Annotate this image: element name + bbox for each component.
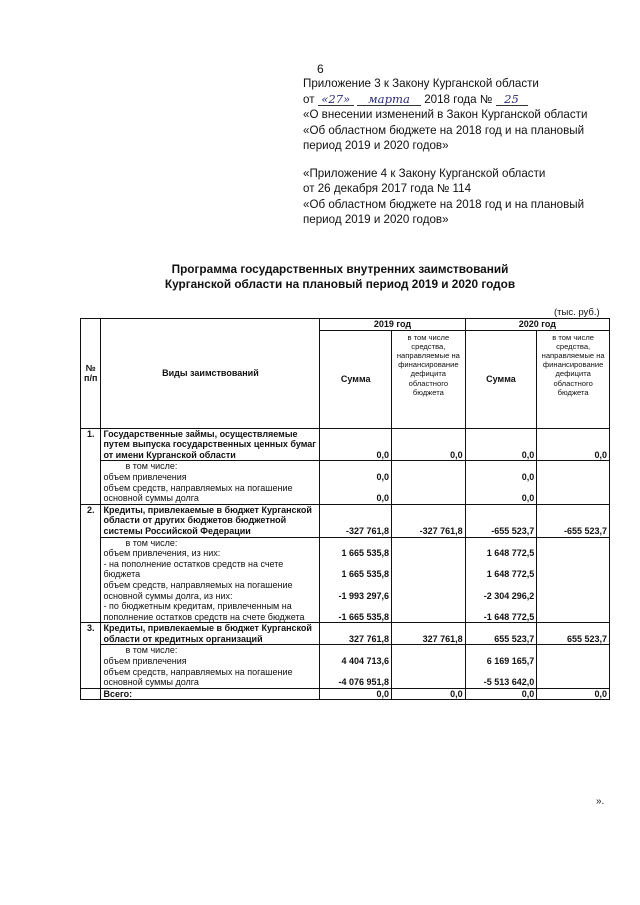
header-line: «О внесении изменений в Закон Курганской области: [303, 108, 588, 121]
units-label: (тыс. руб.): [554, 307, 600, 318]
document-header: [303, 76, 623, 228]
page-number: 6: [317, 62, 324, 76]
row-title: Государственные займы, осуществляемые путем выпуска государственных ценных бумаг от имени Курганской области: [101, 428, 320, 461]
table-subrow: объем привлечения 4 404 713,6 6 169 165,7: [81, 656, 610, 667]
borrowing-table: [80, 318, 610, 700]
date-line: от «27» марта 2018 года № 25: [303, 92, 623, 108]
document-title: Программа государственных внутренних заимствований Курганской области на плановый период 2019 и 2020 годов: [164, 262, 516, 291]
col-header-year2: 2020 год: [465, 319, 609, 331]
total-label: Всего:: [101, 688, 320, 700]
table-row: 3. Кредиты, привлекаемые в бюджет Курганской области от кредитных организаций 327 761,8 327 761,8 655 523,7 655 523,7: [81, 623, 610, 645]
col-header-part1: в том числе средства, направляемые на финансирование дефицита областного бюджета: [392, 330, 466, 428]
header-line: период 2019 и 2020 годов»: [303, 213, 449, 226]
row-title: Кредиты, привлекаемые в бюджет Курганской области от других бюджетов бюджетной системы Российской Федерации: [101, 504, 320, 537]
handwritten-doc-number: 25: [496, 93, 528, 106]
col-header-num: № п/п: [81, 319, 101, 429]
header-line: от 26 декабря 2017 года № 114: [303, 182, 472, 195]
table-subrow: объем средств, направляемых на погашение основной суммы долга -4 076 951,8 -5 513 642,0: [81, 667, 610, 689]
including-label: в том числе:: [125, 537, 178, 548]
table-subrow: [81, 645, 610, 656]
col-header-name: Виды заимствований: [101, 319, 320, 429]
header-line: «Об областном бюджете на 2018 год и на плановый: [303, 123, 585, 137]
col-header-sum2: Сумма: [465, 330, 537, 428]
table-subrow: объем привлечения 0,0 0,0: [81, 472, 610, 483]
table-subrow: объем средств, направляемых на погашение основной суммы долга 0,0 0,0: [81, 483, 610, 505]
header-line: «Приложение 4 к Закону Курганской области: [303, 166, 546, 180]
row-title: Кредиты, привлекаемые в бюджет Курганской области от кредитных организаций: [101, 623, 320, 645]
col-header-part2: в том числе средства, направляемые на финансирование дефицита областного бюджета: [537, 330, 610, 428]
including-label: в том числе:: [125, 645, 178, 656]
handwritten-month: марта: [357, 93, 421, 106]
table-subrow: [81, 461, 610, 472]
table-subrow: - на пополнение остатков средств на счете бюджета 1 665 535,8 1 648 772,5: [81, 559, 610, 580]
col-header-year1: 2019 год: [320, 319, 465, 331]
table-row: 2. Кредиты, привлекаемые в бюджет Курганской области от других бюджетов бюджетной системы Российской Федерации -327 761,8 -327 761,8 -655 523,7 -655 523,7: [81, 504, 610, 537]
total-row: Всего: 0,0 0,0 0,0 0,0: [81, 688, 610, 700]
closing-quote: ».: [596, 796, 605, 807]
appendix-line: Приложение 3 к Закону Курганской области: [303, 77, 539, 90]
header-line: период 2019 и 2020 годов»: [303, 139, 449, 152]
handwritten-day: «27»: [318, 93, 354, 106]
table-header-row: [81, 319, 610, 331]
table-subrow: объем средств, направляемых на погашение основной суммы долга, из них: -1 993 297,6 -2 304 296,2: [81, 580, 610, 601]
table-subrow: - по бюджетным кредитам, привлеченным на пополнение остатков средств на счете бюджета -1 665 535,8 -1 648 772,5: [81, 601, 610, 623]
table-subrow: [81, 537, 610, 548]
header-line: «Об областном бюджете на 2018 год и на плановый: [303, 197, 585, 211]
col-header-sum1: Сумма: [320, 330, 392, 428]
table-subrow: объем привлечения, из них: 1 665 535,8 1 648 772,5: [81, 548, 610, 559]
including-label: в том числе:: [125, 461, 178, 472]
table-row: 1. Государственные займы, осуществляемые путем выпуска государственных ценных бумаг от имени Курганской области 0,0 0,0 0,0 0,0: [81, 428, 610, 461]
